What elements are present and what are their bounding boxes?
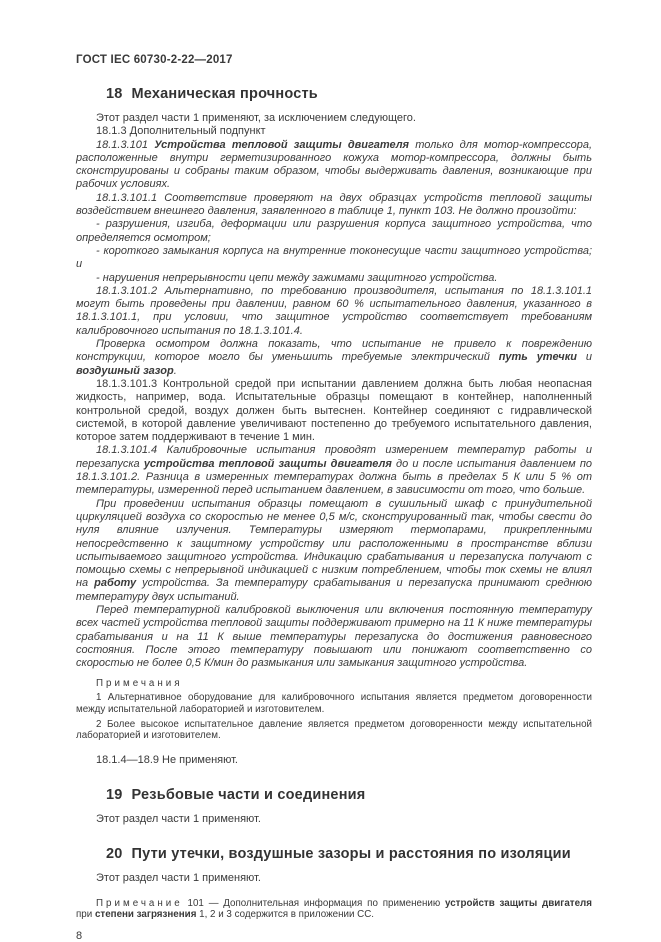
- text-run-bold: Устройства тепловой защиты двигателя: [154, 138, 410, 151]
- text-run: при: [76, 909, 95, 921]
- paragraph-oven-test: [76, 498, 592, 604]
- text-run-bold: устройства тепловой защиты двигателя: [143, 457, 392, 470]
- paragraph-section18-intro: Этот раздел части 1 применяют, за исключением следующего.: [96, 112, 416, 124]
- notes-label: Примечания: [96, 678, 183, 690]
- paragraph-18-1-3-101-1: 18.1.3.101.1 Соответствие проверяют на двух образцах устройств тепловой защиты воздействием внешнего давления, заявленного в таблице 1, пункт 103. Не должно произойти:: [76, 191, 592, 218]
- text-run: до и после испытания давлением по 18.1.3.101.2. Разница в измеренных температурах должна быть в пределах 5 К или 5 % от температуры, измеренной перед испытанием давлением, в зависимости от того, что больше.: [76, 457, 593, 497]
- list-item-dash-2: - короткого замыкания корпуса на внутренние токонесущие части защитного устройства; и: [76, 244, 592, 271]
- text-run-bold: работу: [94, 577, 137, 590]
- section-19-number: 19: [106, 787, 123, 804]
- paragraph-section20-applies: Этот раздел части 1 применяют.: [96, 872, 261, 885]
- paragraph-18-1-3-101-2: 18.1.3.101.2 Альтернативно, по требованию производителя, испытания по 18.1.3.101.1 могут быть проведены при давлении, равном 60 % испытательного давления, указанного в 18.1.3.101.1, при условии, что защитное устройство соответствует требованиям калибровочного испытания по 18.1.3.101.4.: [76, 284, 592, 337]
- text-run-bold: степени загрязнения: [94, 909, 197, 921]
- section-20-heading: [106, 846, 592, 862]
- paragraph-18-1-3-101-4: [76, 444, 592, 497]
- text-run: 1, 2 и 3 содержится в приложении СС.: [196, 909, 375, 921]
- text-run-bold: путь утечки: [498, 351, 577, 364]
- paragraph-18-1-3-101-3: 18.1.3.101.3 Контрольной средой при испытании давлением должна быть любая неопасная жидкость, например, вода. Испытательные образцы помещают в контейнер, наполненный контрольной средой, воздух должен быть вытеснен. Контейнер соединяют с гидравлической системой, в которой давление увеличивают постепенно до требуемого испытательного давления, которое затем поддерживают в течение 1 мин.: [76, 377, 592, 444]
- note-101: [76, 898, 592, 921]
- list-item-dash-1: - разрушения, изгиба, деформации или разрушения корпуса защитного устройства, что определяется осмотром;: [76, 218, 592, 244]
- paragraph-18-1-4-18-9: 18.1.4—18.9 Не применяют.: [96, 753, 238, 766]
- page-number: 8: [76, 929, 83, 942]
- note-101-label: Примечание: [96, 897, 183, 909]
- paragraph-18-1-3: 18.1.3 Дополнительный подпункт: [96, 125, 266, 138]
- note-item-2: 2 Более высокое испытательное давление является предметом договоренности между испытательной лабораторией и изготовителем.: [76, 718, 592, 742]
- section-20-title: Пути утечки, воздушные зазоры и расстояния по изоляции: [131, 846, 571, 863]
- note-item-1: 1 Альтернативное оборудование для калибровочного испытания является предметом договоренности между испытательной лабораторией и изготовителем.: [76, 692, 592, 716]
- text-run: 18.1.3.101.4 Калибровочные испытания проводят измерением температур работы и перезапуска: [76, 444, 592, 470]
- text-run: При проведении испытания образцы помещают в сушильный шкаф с принудительной циркуляцией воздуха со скоростью не менее 0,5 м/с, сконструированный так, чтобы свести до нуля влияние излучения. Температуры измеряют термопарами, прикрепленными непосредственно к защитному устройству или расположенными в пространстве вблизи испытываемого защитного устройства. Индикацию срабатывания и перезапуска получают с помощью схемы с непрерывной индикацией с низким потреблением, чтобы ток схемы не влиял на: [76, 497, 592, 590]
- list-item-dash-3: - нарушения непрерывности цепи между зажимами защитного устройства.: [96, 271, 498, 284]
- section-18-number: 18: [106, 86, 123, 102]
- text-run: и: [577, 351, 592, 364]
- section-20-number: 20: [106, 846, 123, 863]
- text-run: 18.1.3.101: [96, 138, 155, 151]
- paragraph-inspection-check: [76, 338, 592, 378]
- paragraph-section19-applies: Этот раздел части 1 применяют.: [96, 813, 261, 826]
- running-header: ГОСТ IEC 60730-2-22—2017: [76, 54, 233, 66]
- text-run-bold: устройств защиты двигателя: [445, 897, 592, 909]
- text-run: устройства. За температуру срабатывания и перезапуска принимают среднюю температуру двух испытаний.: [76, 577, 592, 603]
- notes-block: [76, 678, 592, 741]
- section-18-heading: [106, 86, 592, 102]
- section-19-title: Резьбовые части и соединения: [131, 787, 366, 804]
- text-run: 101 — Дополнительная информация по применению: [182, 897, 446, 909]
- section-19-heading: [106, 787, 592, 803]
- text-run-bold: воздушный зазор: [76, 364, 174, 377]
- text-run: .: [173, 364, 177, 377]
- section-18-title: Механическая прочность: [131, 86, 318, 102]
- text-run: Проверка осмотром должна показать, что испытание не привело к повреждению конструкции, которое могло бы уменьшить требуемые электрический: [76, 338, 592, 364]
- text-run: только для мотор-компрессора, расположенные внутри герметизированного кожуха мотор-компрессора, должны быть сконструированы и собраны таким образом, чтобы выдерживать давления, возникающие при рабочих условиях.: [76, 138, 592, 191]
- paragraph-temperature-calibration: Перед температурной калибровкой выключения или включения постоянную температуру всех частей устройства тепловой защиты поддерживают примерно на 11 К ниже температуры срабатывания и на 11 К выше температуры перезапуска до достижения равновесного состояния. После этого температуру повышают или понижают соответственно со скоростью не более 0,5 К/мин до размыкания или замыкания защитного устройства.: [76, 603, 592, 670]
- paragraph-18-1-3-101: [76, 139, 592, 192]
